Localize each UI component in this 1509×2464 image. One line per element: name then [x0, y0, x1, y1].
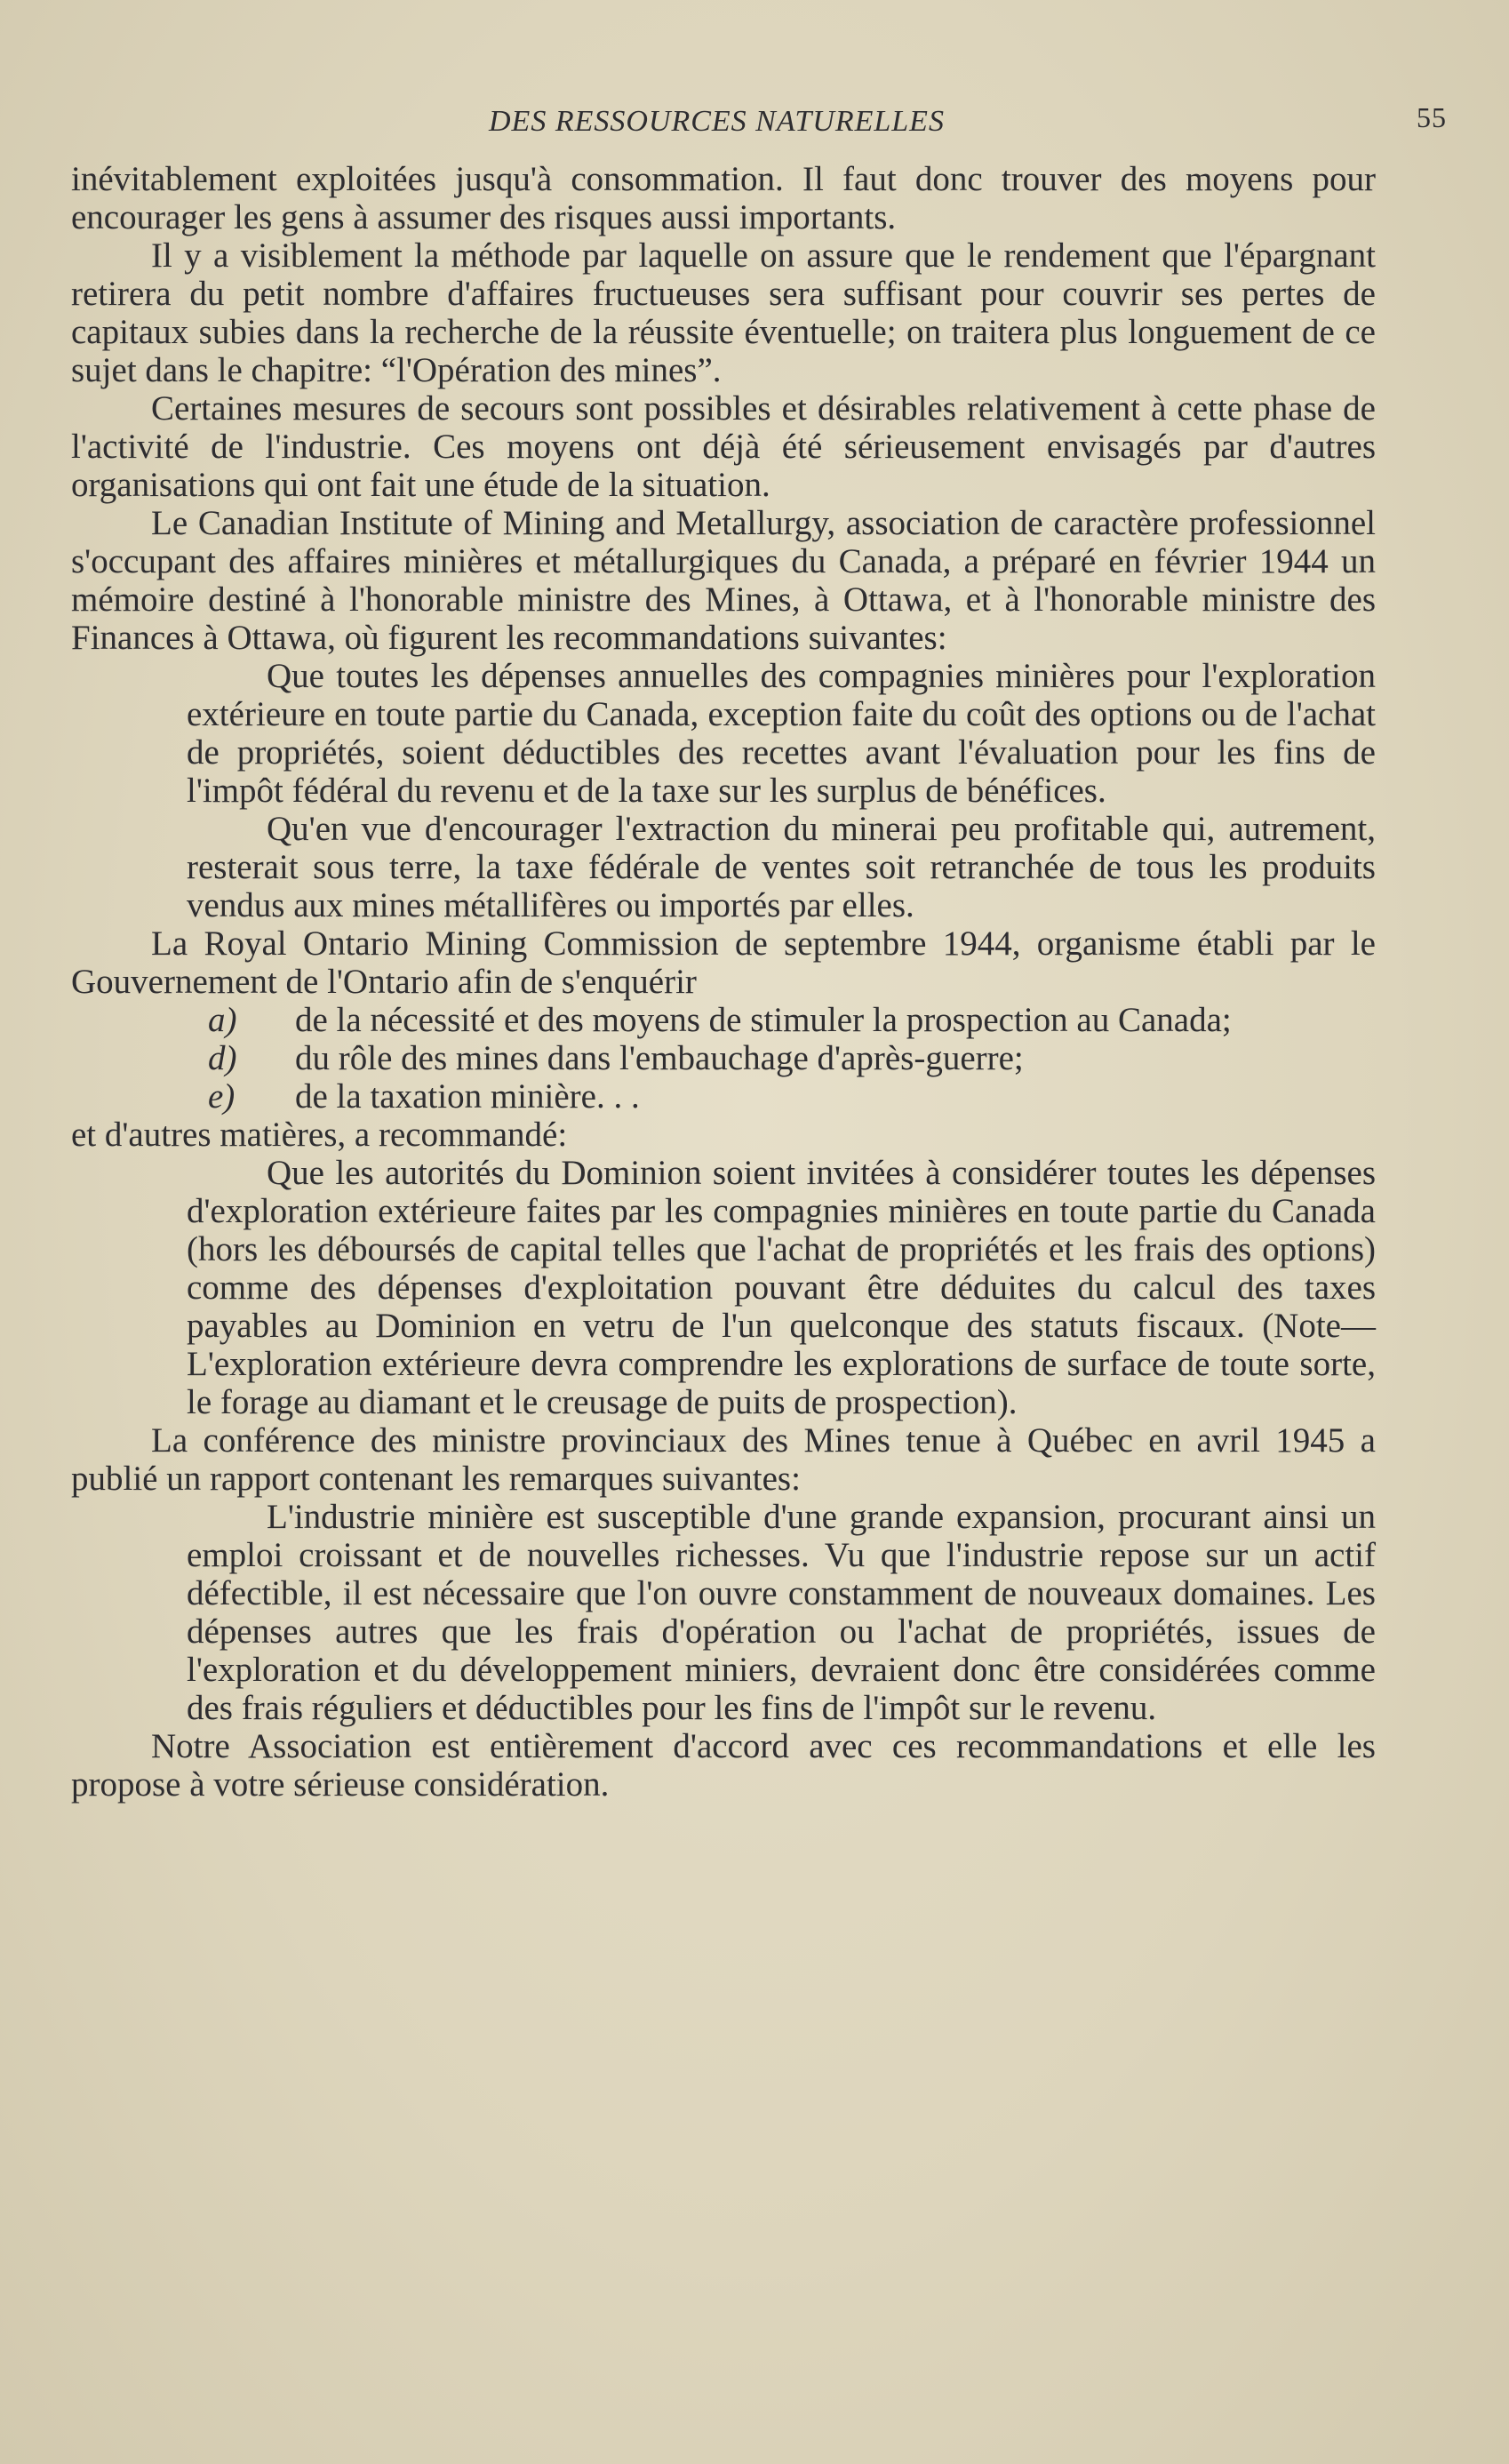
paragraph: inévitablement exploitées jusqu'à consommation. Il faut donc trouver des moyens pour encourager les gens à assumer des risques aussi importants.: [71, 160, 1376, 236]
list-item: [204, 1077, 1376, 1116]
quoted-recommendation: Que les autorités du Dominion soient invitées à considérer toutes les dépenses d'exploration extérieure faites par les compagnies minières en toute partie du Canada (hors les déboursés de capital telles que l'achat de propriétés et les frais des options) comme des dépenses d'exploitation pouvant être déduites du calcul des taxes payables au Dominion en vetru de l'un quelconque des statuts fiscaux. (Note—L'exploration extérieure devra comprendre les explorations de surface de toute sorte, le forage au diamant et le creusage de puits de prospection).: [187, 1154, 1376, 1421]
page-number: 55: [1417, 101, 1447, 133]
list-item: [204, 1001, 1376, 1039]
page-header: [107, 98, 1447, 160]
quoted-recommendation: Que toutes les dépenses annuelles des compagnies minières pour l'exploration extérieure en toute partie du Canada, exception faite du coût des options ou de l'achat de propriétés, soient déductibles des recettes avant l'évaluation pour les fins de l'impôt fédéral du revenu et de la taxe sur les surplus de bénéfices.: [187, 657, 1376, 810]
quoted-recommendation: Qu'en vue d'encourager l'extraction du minerai peu profitable qui, autrement, resterait sous terre, la taxe fédérale de ventes soit retranchée de tous les produits vendus aux mines métallifères ou importés par elles.: [187, 810, 1376, 924]
paragraph: Certaines mesures de secours sont possibles et désirables relativement à cette phase de l'activité de l'industrie. Ces moyens ont déjà été sérieusement envisagés par d'autres organisations qui ont fait une étude de la situation.: [71, 389, 1376, 504]
paragraph: Il y a visiblement la méthode par laquelle on assure que le rendement que l'épargnant retirera du petit nombre d'affaires fructueuses sera suffisant pour couvrir ses pertes de capitaux subies dans la recherche de la réussite éventuelle; on traitera plus longuement de ce sujet dans le chapitre: “l'Opération des mines”.: [71, 236, 1376, 389]
body-text: [71, 160, 1376, 1804]
quoted-recommendation: L'industrie minière est susceptible d'une grande expansion, procurant ainsi un emploi croissant et de nouvelles richesses. Vu que l'industrie repose sur un actif défectible, il est nécessaire que l'on ouvre constamment de nouveaux domaines. Les dépenses autres que les frais d'opération ou l'achat de propriétés, issues de l'exploration et du développement miniers, devraient donc être considérées comme des frais réguliers et déductibles pour les fins de l'impôt sur le revenu.: [187, 1498, 1376, 1727]
paragraph: Le Canadian Institute of Mining and Metallurgy, association de caractère professionnel s'occupant des affaires minières et métallurgiques du Canada, a préparé en février 1944 un mémoire destiné à l'honorable ministre des Mines, à Ottawa, et à l'honorable ministre des Finances à Ottawa, où figurent les recommandations suivantes:: [71, 504, 1376, 657]
list-letter: e): [208, 1077, 236, 1116]
paragraph: Notre Association est entièrement d'accord avec ces recommandations et elle les propose à votre sérieuse considération.: [71, 1727, 1376, 1804]
list-letter: d): [208, 1039, 237, 1077]
paragraph: et d'autres matières, a recommandé:: [71, 1116, 568, 1154]
list-letter: a): [208, 1001, 237, 1039]
running-head: DES RESSOURCES NATURELLES: [489, 105, 945, 138]
paragraph: La Royal Ontario Mining Commission de septembre 1944, organisme établi par le Gouvernement de l'Ontario afin de s'enquérir: [71, 924, 1376, 1001]
list-item: [204, 1039, 1376, 1077]
paragraph: La conférence des ministre provinciaux des Mines tenue à Québec en avril 1945 a publié un rapport contenant les remarques suivantes:: [71, 1421, 1376, 1498]
list-item-text: du rôle des mines dans l'embauchage d'après-guerre;: [295, 1039, 1024, 1077]
list-item-text: de la taxation minière. . .: [295, 1077, 640, 1116]
list-item-text: de la nécessité et des moyens de stimuler la prospection au Canada;: [295, 1001, 1232, 1039]
